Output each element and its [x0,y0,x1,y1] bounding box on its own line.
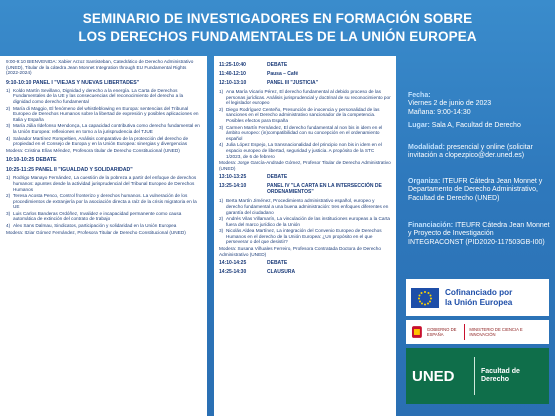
eu-text-line1: Cofinanciado por [445,287,513,297]
pausa-row [219,71,391,77]
debate4-label: DEBATE [267,260,288,267]
list-item [6,123,201,134]
list-item-number: 1) [6,175,11,181]
debate3-label: DEBATE [267,174,288,181]
debate2-label: DEBATE [267,62,288,68]
eu-cofunding-text [445,288,512,307]
panel3-title-row [219,80,391,86]
faculty-line1: Facultad de [481,367,520,375]
faculty-text [481,368,520,385]
list-item [219,228,391,245]
list-item [6,88,201,105]
modalidad-info [408,144,550,161]
poster-title-line1: SEMINARIO DE INVESTIGADORES EN FORMACIÓN SOBRE [82,11,473,26]
clausura-time: 14:25-14:30 [219,269,247,276]
financiacion-value: ITEUFR Cátedra Jean Monnet y Proyecto de Investigación INTEGRACONST (PID2020-117503GB-I00) [408,222,550,246]
panel4-time: 13:25-14:10 [219,183,247,190]
list-item-text: Berta Martín Jiménez, Procedimiento administrativo español, europeo y derecho fundamental a una buena administración: tres enfoques diferentes en garantía del ciudadano [226,198,389,215]
list-item-text: Teresa Acosta Penco, Control fronterizo y derechos humanos. La vulneración de los procedimientos de extranjería por la asociación directa a raíz de la crisis migratoria en la UE [13,193,197,210]
panel4-label: PANEL IV "LA CARTA EN LA INTERSECCIÓN DE ORDENAMIENTOS" [267,183,382,196]
organiza-label: Organiza: [408,178,441,185]
list-item [219,142,391,159]
ministry-text: MINISTERIO DE CIENCIA E INNOVACIÓN [469,327,523,337]
list-item [6,136,201,147]
lugar-value: Sala A, Facultad de Derecho [431,122,521,129]
list-item-text: Julia López Espejo, La transnacionalidad del principio non bis in idem en el espacio europeo de libertad, seguridad y justicia. A propósito de la STC 1/2023, de 6 de febrero [226,142,382,159]
fecha-info [408,92,550,117]
program-column-middle [214,56,396,416]
list-item-number: 3) [219,124,224,130]
pausa-time: 11:40-12:10 [219,71,246,77]
debate2-time: 11:25-10:40 [219,62,246,68]
list-item [219,198,391,215]
lugar-info [408,122,550,130]
eu-flag-icon [411,288,439,308]
list-item-number: 1) [219,89,224,94]
pausa-label: Pausa – Café [267,71,299,77]
panel3-time: 12:10-13:10 [219,80,247,86]
organiza-value: ITEUFR Cátedra Jean Monnet y Departamento de Derecho Administrativo, Facultad de Derecho (UNED) [408,178,543,202]
list-item-number: 1) [219,198,224,204]
list-item-number: 4) [219,142,224,148]
gov-divider [464,324,465,340]
organiza-info [408,178,550,203]
clausura-row [219,269,391,275]
poster-title-line2: LOS DERECHOS FUNDAMENTALES DE LA UNIÓN EUROPEA [78,29,477,44]
list-item-text: Rodrigo Manayo Fernández, La cuestión de la pobreza a partir del enfoque de derechos humanos: apuntes desde la actividad jurisprudencial del Tribunal Europeo de Derechos Humanos [13,175,197,192]
list-item-number: 1) [6,87,11,93]
list-item-number: 4) [6,223,11,229]
list-item-number: 2) [6,105,11,111]
list-item-number: 2) [219,216,224,222]
panel3-moderator: Modera: Jorge García-Andrade Gómez, Profesor Titular de Derecho Administrativo (UNED) [219,160,391,171]
panel2-moderator: Modera: Itziar Gómez Fernández, Profesora Titular de Derecho Constitucional (UNED) [6,229,186,235]
list-item-number: 3) [219,228,224,234]
panel3-list [219,89,391,159]
financiacion-label: Financiación: [408,222,454,229]
panel3-label: PANEL III "JUSTICIA" [267,80,318,86]
panel2-list [6,175,201,228]
government-logo [406,320,549,344]
program-column-left [0,56,207,416]
list-item-text: Alex Sans Dalmau, Sindicatos, participación y solidaridad en la Unión Europea [13,223,177,229]
debate3-row [219,174,391,180]
list-item-text: María Júlia Ildefonso Mendonça, La capacidad contributiva como derecho fundamental en la Unión Europea: reflexiones en torno a la jurisprudencia del TJUE [13,123,200,134]
debate4-row [219,260,391,266]
panel1-list [6,88,201,147]
list-item-text: Ana María Vicario Pérez, El derecho fundamental al debido proceso de las personas jurídicas. Análisis jurisprudencial y doctrinal de su reconocimiento por el legislador europeo [226,89,391,106]
eu-text-line2: la Unión Europea [445,297,513,307]
fecha-label: Fecha: [408,92,431,99]
list-item [6,106,201,123]
uned-divider [474,357,475,395]
fecha-value: Viernes 2 de junio de 2023 [408,100,492,108]
list-item-number: 3) [6,123,11,129]
list-item [6,175,201,192]
panel4-moderator: Modera: Susana Viñuales Ferreiro, Profesora Contratada Doctora de Derecho Administrativo (UNED) [219,246,381,257]
spain-coat-icon [411,324,423,340]
lugar-label: Lugar: [408,122,430,129]
panel2-title: 10:25-11:25 PANEL II "IGUALDAD Y SOLIDARIDAD" [6,167,133,174]
uned-wordmark: UNED [412,367,455,385]
list-item-number: 2) [6,193,11,199]
panel4-title-row [219,183,391,195]
list-item-text: María di Maggio, El fenómeno del whistleblowing en Europa: sentencias del Tribunal Europeo de Derechos Humanos sobre la libertad de expresión y posibles aplicaciones en Italia y España [13,105,199,122]
uned-logo [406,348,549,404]
debate4-time: 14:10-14:25 [219,260,247,267]
list-item [6,193,201,210]
list-item [219,89,391,106]
list-item [219,107,391,124]
list-item [6,223,201,229]
fecha-hour: Mañana: 9:00-14:30 [408,108,471,116]
panel1-moderator: Modera: Cristina Elías Méndez, Profesora titular de Derecho Constitucional (UNED) [6,147,180,153]
list-item-text: Luis Carlos Banderas Ordóñez, Invalidez e incapacidad permanente como causa automática de extinción del contrato de trabajo [13,210,182,222]
list-item [219,125,391,142]
list-item-text: Carmen Martín Fernández, El derecho fundamental al non bis in idem en el ámbito europeo: (in)compatibilidad con su concepción en el ordenamiento español [226,124,383,141]
panel1-title: 9:10-10:10 PANEL I "VIEJAS Y NUEVAS LIBERTADES" [6,79,140,86]
list-item-text: Diego Rodríguez Centeño, Presunción de inocencia y personalidad de las sanciones en el Derecho administrativo sancionador de la competencia. Posibles efectos para España [226,106,380,123]
list-item-text: Nicolás Aldea Martínez, La integración del Convenio Europeo de Derechos Humanos en el derecho de la Unión Europea: ¿Un propósito en el que perseverar o del que desistir? [226,228,382,245]
modalidad-value: presencial y online (solicitar invitación a clopezpico@der.uned.es) [408,144,533,160]
modalidad-label: Modalidad: [408,144,445,151]
welcome-text: 9:00-9:10 BIENVENIDA: Xabier Arzoz Santisteban, Catedrático de Derecho Administrativo (UNED), Titular de la cátedra Jean Monnet Integration through EU Fundamental Rights (2022-2024) [6,59,194,76]
list-item-number: 2) [219,106,224,112]
debate3-time: 13:10-13:25 [219,174,247,181]
financiacion-info [408,222,550,247]
faculty-line2: Derecho [481,376,510,383]
list-item-number: 4) [6,135,11,141]
list-item [219,216,391,227]
list-item-number: 3) [6,210,11,216]
gov-text: GOBIERNO DE ESPAÑA [426,327,457,337]
list-item [6,211,201,222]
debate1-line: 10:10-10:25 DEBATE [6,157,57,164]
eu-cofunding-logo [406,279,549,316]
debate2-row [219,62,391,68]
list-item-text: Koldo Martín Sevillano, Dignidad y derecho a la energía. La Carta de Derechos Fundamentales de la UE y las consecuencias del reconocimiento del derecho a la dignidad como derecho fundamental [13,87,184,104]
list-item-text: Andrés Vilas Villamarín, La vinculación de las instituciones europeas a la Carta fuera del marco jurídico de la Unión [226,216,390,227]
panel4-list [219,198,391,245]
list-item-text: Salvador Martínez Rompeltien, Análisis comparativo de la protección del derecho de propiedad en el Consejo de Europa y en la Unión Europea: sinergias y divergencias [13,135,189,147]
clausura-label: CLAUSURA [267,269,296,276]
